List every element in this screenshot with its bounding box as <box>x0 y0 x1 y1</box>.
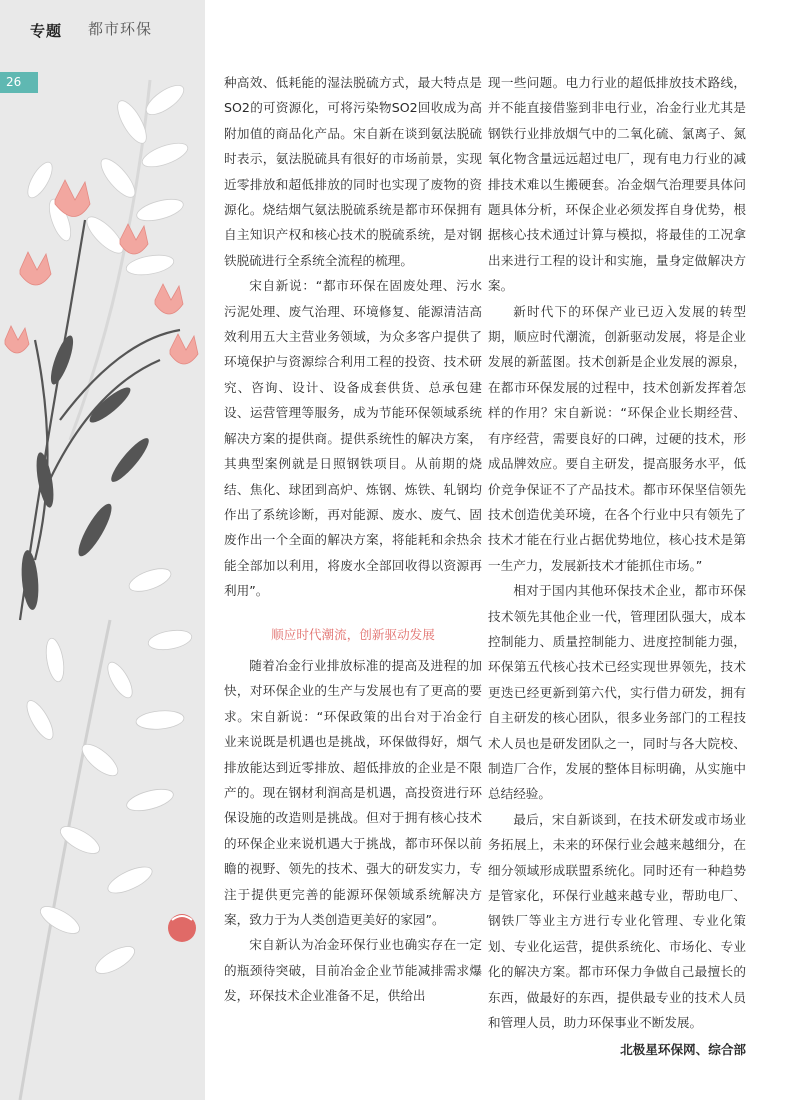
article-paragraph: 随着冶金行业排放标准的提高及进程的加快，对环保企业的生产与发展也有了更高的要求。宋自新说：“环保政策的出台对于冶金行业来说既是机遇也是挑战，环保做得好，烟气排放能达到近零排放、超低排放的企业是不限产的。现在钢材利润高是机遇，高投资进行环保设施的改造则是挑战。但对于拥有核心技术的环保企业来说机遇大于挑战，都市环保以前瞻的视野、领先的技术、强大的研发实力，专注于提供更完善的能源环保领域系统解决方案，致力于为人类创造更美好的家园”。 <box>224 657 482 927</box>
article-paragraph: 种高效、低耗能的湿法脱硫方式，最大特点是SO2的可资源化，可将污染物SO2回收成为高附加值的商品化产品。宋自新在谈到氨法脱硫时表示，氨法脱硫具有很好的市场前景，实现近零排放和超低排放的同时也实现了废物的资源化。烧结烟气氨法脱硫系统是都市环保拥有自主知识产权和核心技术的脱硫系统，是对钢铁脱硫进行全系统全流程的梳理。 <box>224 75 482 268</box>
white-leaf-branch <box>23 80 191 440</box>
floral-illustration <box>0 60 205 1100</box>
light-leaf-branch <box>20 564 193 1100</box>
article-column-left <box>224 70 482 1009</box>
article-paragraph: 宋自新认为冶金环保行业也确实存在一定的瓶颈待突破，目前冶金企业节能减排需求爆发，环保技术企业准备不足，供给出 <box>224 937 482 1004</box>
page-header <box>0 0 205 60</box>
article-paragraph: 最后，宋自新谈到，在技术研发或市场业务拓展上，未来的环保行业会越来越细分，在细分领域形成联盟系统化。同时还有一种趋势是管家化，环保行业越来越专业，帮助电厂、钢铁厂等业主方进行专业化管理、专业化策划、专业化运营，提供系统化、市场化、专业化的解决方案。都市环保力争做自己最擅长的东西，做最好的东西，提供最专业的技术人员和管理人员，助力环保事业不断发展。 <box>488 811 746 1031</box>
article-paragraph: 宋自新说：“都市环保在固废处理、污水污泥处理、废气治理、环境修复、能源清洁高效利用五大主营业务领域，为众多客户提供了环境保护与资源综合利用工程的投资、技术研究、咨询、设计、设备成套供货、总承包建设、运营管理等服务，成为节能环保领域系统解决方案的提供商。提供系统性的解决方案，其典型案例就是日照钢铁项目。从前期的烧结、焦化、球团到高炉、炼钢、炼铁、轧钢均作出了系统诊断，再对能源、废水、废气、固废作出一个全面的解决方案，将能耗和余热余能全部加以利用，将废水全部回收得以资源再利用”。 <box>224 278 482 599</box>
page-number: 26 <box>6 75 22 89</box>
section-subheading: 顺应时代潮流，创新驱动发展 <box>271 626 435 642</box>
section-label: 专题 <box>30 22 63 40</box>
red-berry <box>168 914 196 942</box>
article-column-right <box>488 70 746 1063</box>
source-credit: 北极星环保网、综合部 <box>620 1042 746 1058</box>
article-paragraph: 新时代下的环保产业已迈入发展的转型期，顺应时代潮流，创新驱动发展，将是企业发展的新蓝图。技术创新是企业发展的源泉，在都市环保发展的过程中，技术创新发挥着怎样的作用？宋自新说：“环保企业长期经营、有序经营，需要良好的口碑，过硬的技术，形成品牌效应。要自主研发，提高服务水平，低价竞争保证不了产品技术。都市环保坚信领先技术创造优美环境，在各个行业中只有领先了技术才能在行业占据优势地位，核心技术是第一生产力，发展新技术才能抓住市场。” <box>488 303 746 573</box>
column-brand-logo: 都市环保 <box>88 20 153 38</box>
article-paragraph: 相对于国内其他环保技术企业，都市环保技术领先其他企业一代，管理团队强大，成本控制能力、质量控制能力、进度控制能力强，环保第五代核心技术已经实现世界领先，技术更迭已经更新到第六代，实行借力研发，拥有自主研发的核心团队，很多业务部门的工程技术人员也是研发团队之一，同时与各大院校、制造厂合作，发展的整体目标明确，从实施中总结经验。 <box>488 583 746 802</box>
article-paragraph: 现一些问题。电力行业的超低排放技术路线，并不能直接借鉴到非电行业，冶金行业尤其是钢铁行业排放烟气中的二氧化硫、氯离子、氮氧化物含量远远超过电厂，现有电力行业的减排技术难以生搬硬套。冶金烟气治理要具体问题具体分析，环保企业必须发挥自身优势，根据核心技术通过计算与模拟，将最佳的工况拿出来进行工程的设计和实施，量身定做解决方案。 <box>488 75 746 294</box>
